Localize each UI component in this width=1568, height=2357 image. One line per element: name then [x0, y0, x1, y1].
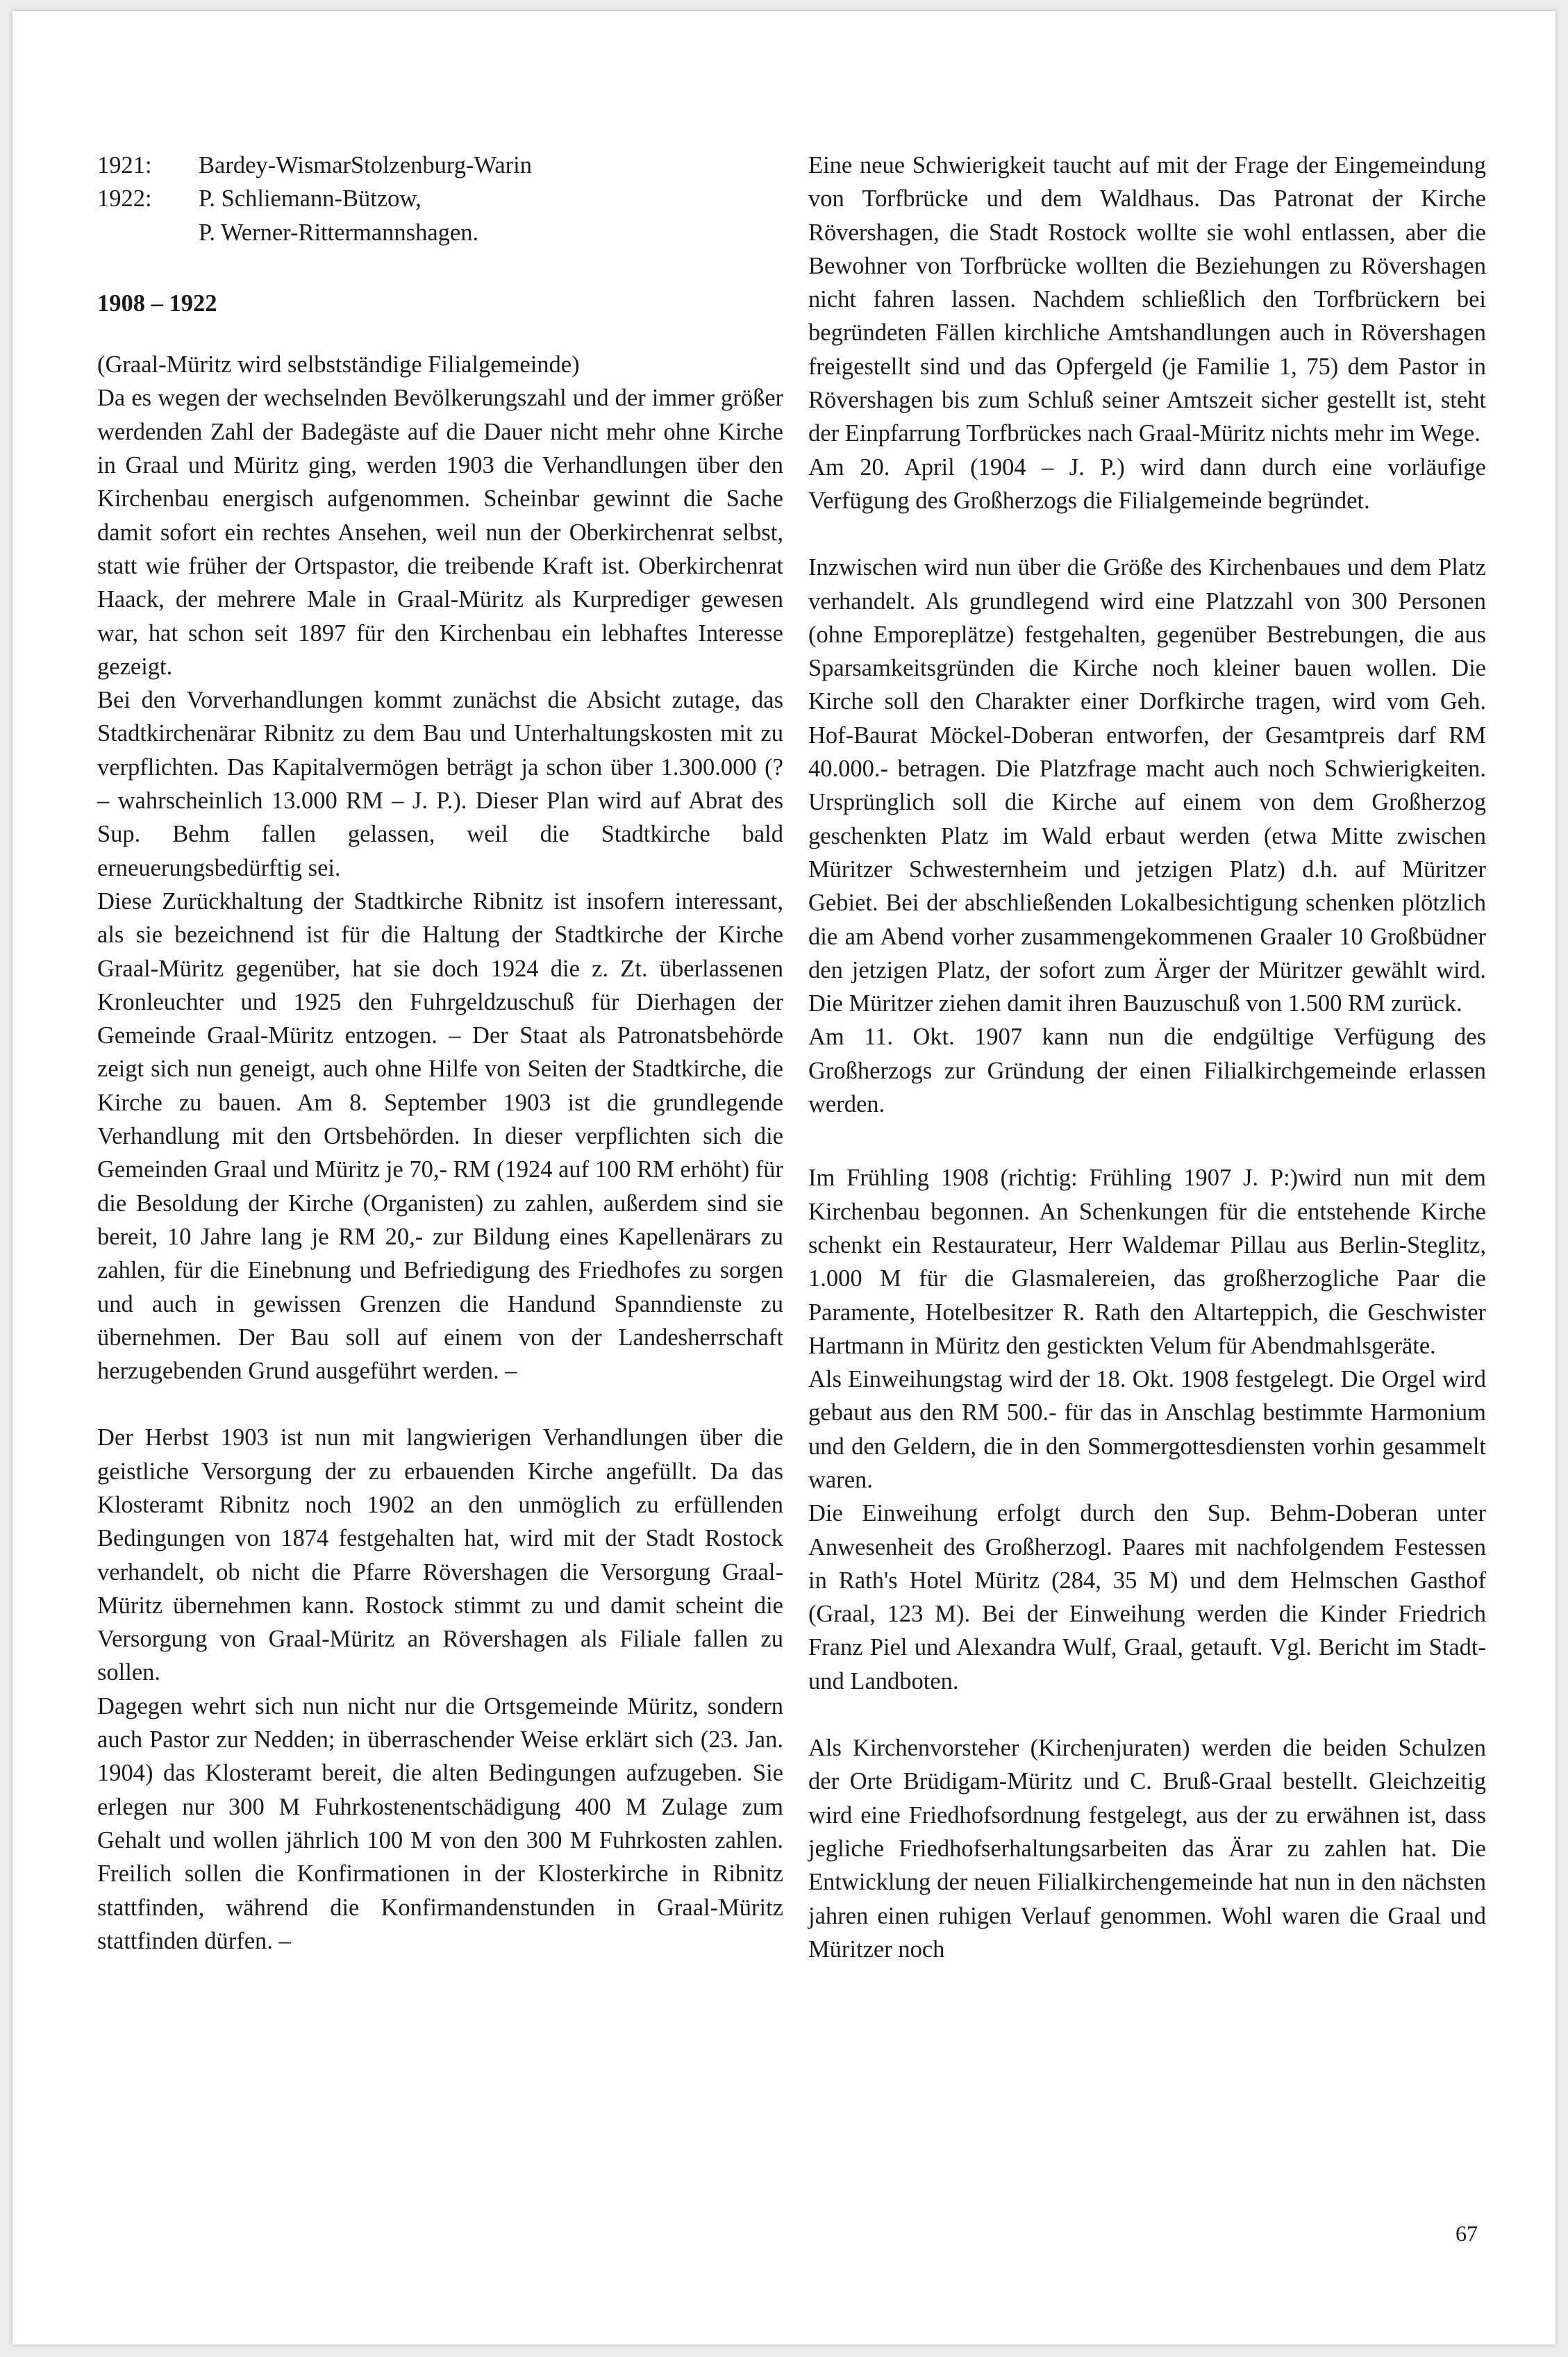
page-number: 67 [1456, 2221, 1478, 2246]
paragraph: Da es wegen der wechselnden Bevölkerungszahl und der immer größer werdenden Zahl der Badegäste auf die Dauer nicht mehr ohne Kirche in Graal und Müritz ging, werden 1903 die Verhandlungen über den Kirchenbau energisch aufgenommen. Scheinbar gewinnt die Sache damit sofort ein rechtes Ansehen, weil nun der Oberkirchenrat selbst, statt wie früher der Ortspastor, die treibende Kraft ist. Oberkirchenrat Haack, der mehrere Male in Graal-Müritz als Kurprediger gewesen war, hat schon seit 1897 für den Kirchenbau ein lebhaftes Interesse gezeigt. [97, 385, 783, 680]
date-entry: Bardey-WismarStolzenburg-Warin [199, 152, 532, 178]
paragraph: Eine neue Schwierigkeit taucht auf mit der Frage der Eingemeindung von Torfbrücke und dem Waldhaus. Das Patronat der Kirche Rövershagen, die Stadt Rostock wollte sie wohl entlassen, aber die Bewohner von Torfbrücke wollten die Beziehungen zu Rövershagen nicht fahren lassen. Nachdem schließlich den Torfbrückern bei begründeten Fällen kirchliche Amtshandlungen auch in Rövershagen freigestellt sind und das Opfergeld (je Familie 1, 75) dem Pastor in Rövershagen bis zum Schluß seiner Amtszeit sicher gestellt ist, steht der Einpfarrung Torfbrückes nach Graal-Müritz nichts mehr im Wege. [808, 152, 1486, 447]
right-column [808, 149, 1486, 1966]
paragraph: Am 20. April (1904 – J. P.) wird dann durch eine vorläufige Verfügung des Großherzogs die Filialgemeinde begründet. [808, 453, 1486, 514]
date-entry: P. Werner-Rittermannshagen. [199, 219, 479, 246]
paragraph: Inzwischen wird nun über die Größe des Kirchenbaues und dem Platz verhandelt. Als grundlegend wird eine Platzzahl von 300 Personen (ohne Emporeplätze) festgehalten, gegenüber Bestrebungen, die aus Sparsamkeitsgründen die Kirche noch kleiner bauen wollen. Die Kirche soll den Charakter einer Dorfkirche tragen, wird vom Geh. Hof-Baurat Möckel-Doberan entworfen, der Gesamtpreis darf RM 40.000.- betragen. Die Platzfrage macht auch noch Schwierigkeiten. Ursprünglich soll die Kirche auf einem von dem Großherzog geschenkten Platz im Wald erbaut werden (etwa Mitte zwischen Müritzer Schwesternheim und jetzigen Platz) d.h. auf Müritzer Gebiet. Bei der abschließenden Lokalbesichtigung schenken plötzlich die am Abend vorher zusammengekommenen Graaler 10 Großbüdner den jetzigen Platz, der sofort zum Ärger der Müritzer gewählt wird. Die Müritzer ziehen damit ihren Bauzuschuß von 1.500 RM zurück. [808, 554, 1486, 1017]
paragraph: Als Kirchenvorsteher (Kirchenjuraten) werden die beiden Schulzen der Orte Brüdigam-Müritz und C. Bruß-Graal bestellt. Gleichzeitig wird eine Friedhofsordnung festgelegt, aus der zu erwähnen ist, dass jegliche Friedhofserhaltungsarbeiten das Ärar zu zahlen hat. Die Entwicklung der neuen Filialkirchengemeinde hat nun in den nächsten jahren einen ruhigen Verlauf genommen. Wohl waren die Graal und Müritzer noch [808, 1735, 1486, 1963]
left-column [97, 149, 783, 1958]
paragraph: Der Herbst 1903 ist nun mit langwierigen Verhandlungen über die geistliche Versorgung der zu erbauenden Kirche angefüllt. Da das Klosteramt Ribnitz noch 1902 an den unmöglich zu erfüllenden Bedingungen von 1874 festgehalten hat, wird mit der Stadt Rostock verhandelt, ob nicht die Pfarre Rövershagen die Versorgung Graal-Müritz übernehmen kann. Rostock stimmt zu und damit scheint die Versorgung von Graal-Müritz an Rövershagen als Filiale fallen zu sollen. [97, 1424, 783, 1686]
date-year [97, 216, 199, 249]
document-page [12, 11, 1556, 2344]
date-list [97, 149, 783, 249]
paragraph: Die Einweihung erfolgt durch den Sup. Behm-Doberan unter Anwesenheit des Großherzogl. Paares mit nachfolgendem Festessen in Rath's Hotel Müritz (284, 35 M) und dem Helmschen Gasthof (Graal, 123 M). Bei der Einweihung werden die Kinder Friedrich Franz Piel und Alexandra Wulf, Graal, getauft. Vgl. Bericht im Stadt- und Landboten. [808, 1500, 1486, 1694]
paragraph: Dagegen wehrt sich nun nicht nur die Ortsgemeinde Müritz, sondern auch Pastor zur Nedden; in überraschender Weise erklärt sich (23. Jan. 1904) das Klosteramt bereit, die alten Bedingungen aufzugeben. Sie erlegen nur 300 M Fuhrkostenentschädigung 400 M Zulage zum Gehalt und wollen jährlich 100 M von den 300 M Fuhrkosten zahlen. Freilich sollen die Konfirmationen in der Klosterkirche in Ribnitz stattfinden, während die Konfirmandenstunden in Graal-Müritz stattfinden dürfen. – [97, 1692, 783, 1954]
paragraph: Diese Zurückhaltung der Stadtkirche Ribnitz ist insofern interessant, als sie bezeichnend ist für die Haltung der Stadtkirche der Kirche Graal-Müritz gegenüber, hat sie doch 1924 die z. Zt. überlassenen Kronleuchter und 1925 den Fuhrgeldzuschuß für Dierhagen der Gemeinde Graal-Müritz entzogen. – Der Staat als Patronatsbehörde zeigt sich nun geneigt, auch ohne Hilfe von Seiten der Stadtkirche, die Kirche zu bauen. Am 8. September 1903 ist die grundlegende Verhandlung mit den Ortsbehörden. In dieser verpflichten sich die Gemeinden Graal und Müritz je 70,- RM (1924 auf 100 RM erhöht) für die Besoldung der Kirche (Organisten) zu zahlen, außerdem sind sie bereit, 10 Jahre lang je RM 20,- zur Bildung eines Kapellenärars zu zahlen, für die Einebnung und Befriedigung des Friedhofes zu sorgen und auch in gewissen Grenzen die Handund Spanndienste zu übernehmen. Der Bau soll auf einem von der Landesherrschaft herzugebenden Grund ausgeführt werden. – [97, 888, 783, 1385]
paragraph: Bei den Vorverhandlungen kommt zunächst die Absicht zutage, das Stadtkirchenärar Ribnitz zu dem Bau und Unterhaltungskosten mit zu verpflichten. Das Kapitalvermögen beträgt ja schon über 1.300.000 (? – wahrscheinlich 13.000 RM – J. P.). Dieser Plan wird auf Abrat des Sup. Behm fallen gelassen, weil die Stadtkirche bald erneuerungsbedürftig sei. [97, 687, 783, 881]
section-heading: 1908 – 1922 [97, 290, 217, 317]
paragraph: Als Einweihungstag wird der 18. Okt. 1908 festgelegt. Die Orgel wird gebaut aus den RM 500.- für das in Anschlag bestimmte Harmonium und den Geldern, die in den Sommergottesdiensten vorhin gesammelt waren. [808, 1366, 1486, 1493]
paragraph: (Graal-Müritz wird selbstständige Filialgemeinde) [97, 351, 580, 378]
date-entry: P. Schliemann-Bützow, [199, 185, 422, 213]
date-year: 1922: [97, 185, 152, 213]
paragraph: Im Frühling 1908 (richtig: Frühling 1907 J. P:)wird nun mit dem Kirchenbau begonnen. An Schenkungen für die entstehende Kirche schenkt ein Restaurateur, Herr Waldemar Pillau aus Berlin-Steglitz, 1.000 M für die Glasmalereien, das großherzogliche Paar die Paramente, Hotelbesitzer R. Rath den Altarteppich, die Geschwister Hartmann in Müritz den gestickten Velum für Abendmahlsgeräte. [808, 1165, 1486, 1359]
paragraph: Am 11. Okt. 1907 kann nun die endgültige Verfügung des Großherzogs zur Gründung der einen Filialkirchgemeinde erlassen werden. [808, 1024, 1486, 1118]
date-year: 1921: [97, 152, 152, 178]
